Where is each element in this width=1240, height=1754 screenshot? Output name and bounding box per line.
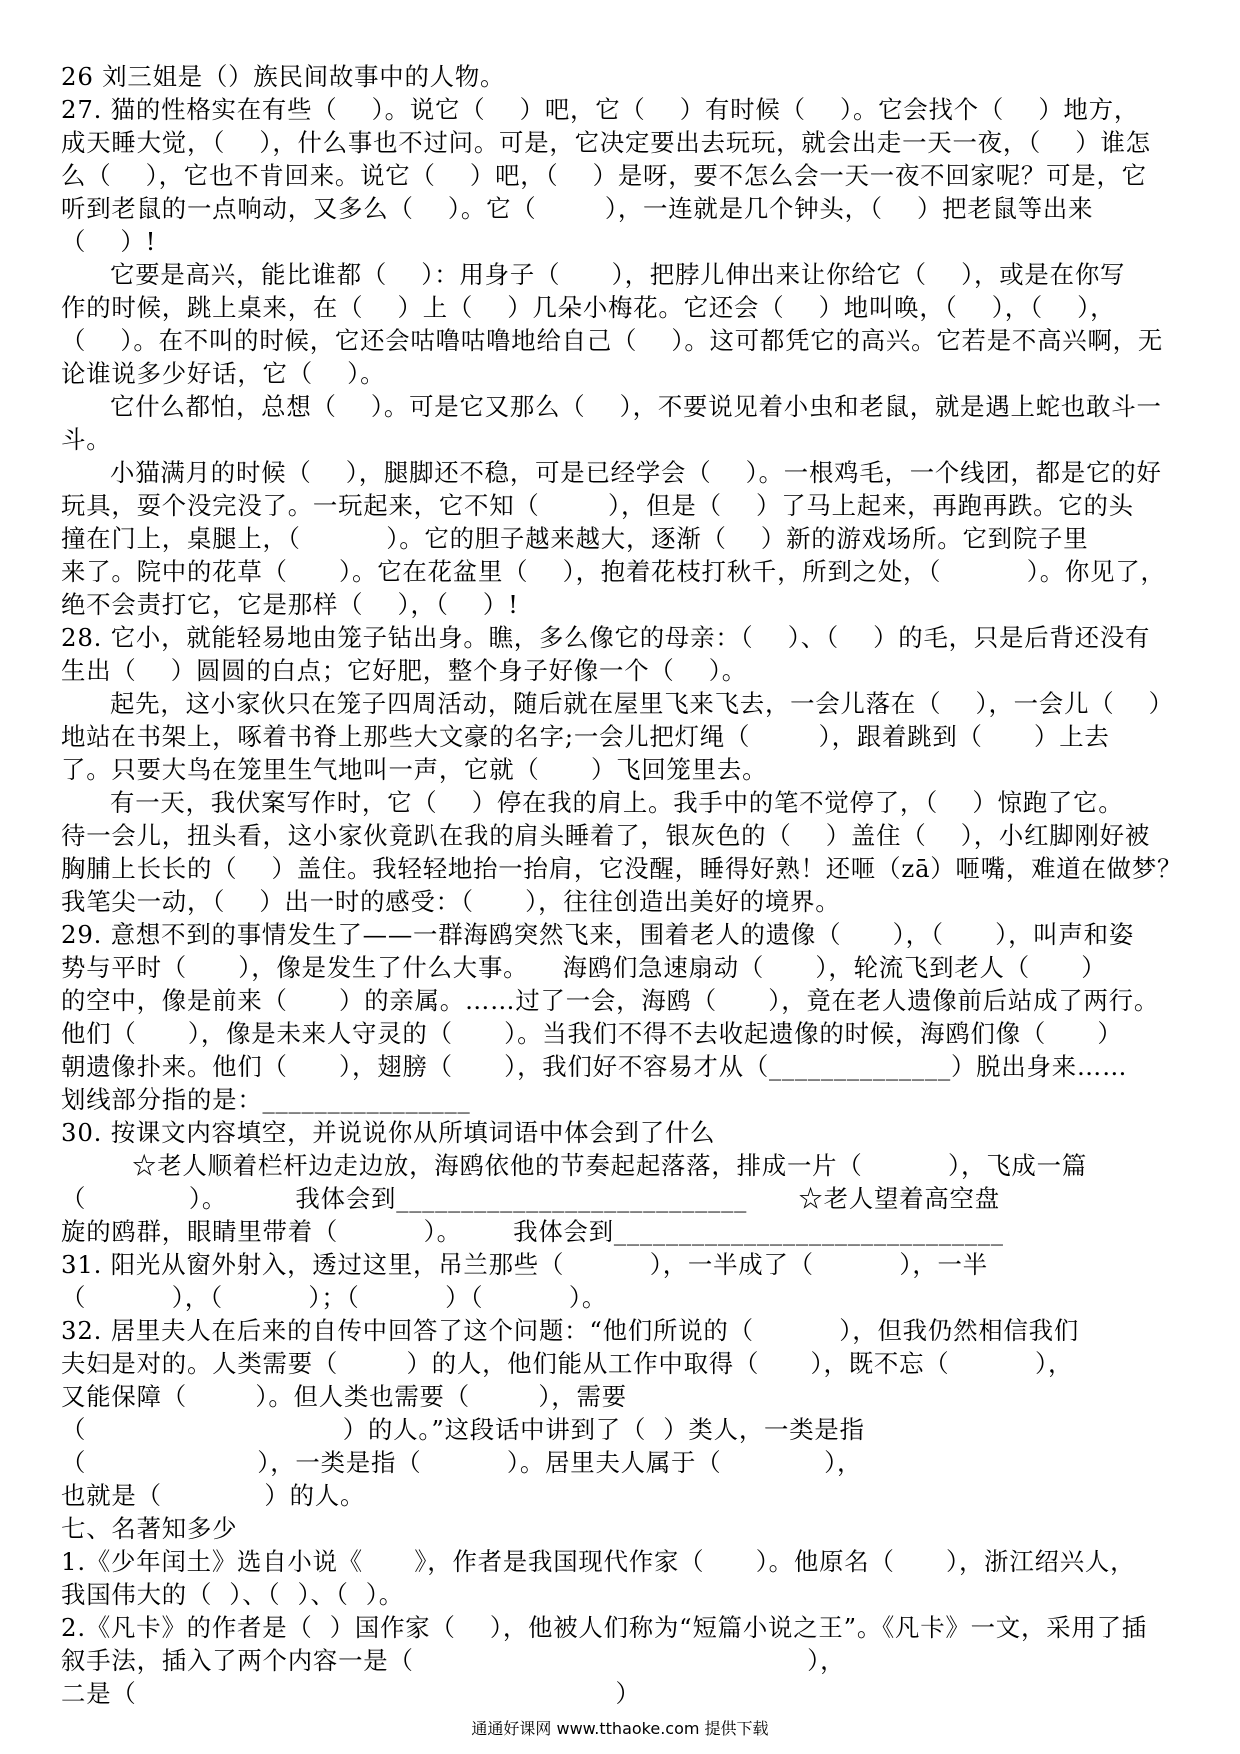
text-line: 2.《凡卡》的作者是（ ）国作家（ ），他被人们称为“短篇小说之王”。《凡卡》一文，采用了插 — [61, 1613, 1147, 1642]
text-line: 31. 阳光从窗外射入，透过这里，吊兰那些（ ），一半成了（ ），一半 — [61, 1250, 988, 1279]
text-line: 成天睡大觉，（ ），什么事也不过问。可是，它决定要出去玩玩，就会出走一天一夜，（ ）谁怎 — [61, 128, 1151, 157]
text-line: 1.《少年闰土》选自小说《 》，作者是我国现代作家（ ）。他原名（ ），浙江绍兴人， — [61, 1547, 1136, 1576]
text-line: 划线部分指的是：________________ — [61, 1085, 471, 1114]
text-line: （ ）! — [61, 227, 157, 256]
text-line: 七、名著知多少 — [61, 1514, 238, 1543]
text-line: 斗。 — [61, 425, 112, 454]
text-line: 生出（ ）圆圆的白点；它好肥，整个身子好像一个（ ）。 — [61, 656, 747, 685]
text-line: （ ），一类是指（ ）。居里夫人属于（ ）， — [61, 1448, 863, 1477]
text-line: 它要是高兴，能比谁都（ ）：用身子（ ），把脖儿伸出来让你给它（ ），或是在你写 — [110, 260, 1126, 289]
text-line: 地站在书架上，啄着书脊上那些大文豪的名字;一会儿把灯绳（ ），跟着跳到（ ）上去 — [61, 722, 1110, 751]
text-line: 有一天，我伏案写作时，它（ ）停在我的肩上。我手中的笔不觉停了，（ ）惊跑了它。 — [110, 788, 1124, 817]
text-line: 二是（ ） — [61, 1679, 641, 1708]
text-line: 我笔尖一动，（ ）出一时的感受：（ ），往往创造出美好的境界。 — [61, 887, 841, 916]
text-line: 他们（ ），像是未来人守灵的（ ）。当我们不得不去收起遗像的时候，海鸥们像（ ） — [61, 1019, 1123, 1048]
text-line: （ ），（ ）；（ ）（ ）。 — [61, 1283, 608, 1312]
text-line: 的空中，像是前来（ ）的亲属。……过了一会，海鸥（ ），竟在老人遗像前后站成了两行。 — [61, 986, 1160, 1015]
text-line: 29. 意想不到的事情发生了——一群海鸥突然飞来，围着老人的遗像（ ），（ ），叫声和姿 — [61, 920, 1135, 949]
text-line: （ ）的人。”这段话中讲到了（ ）类人，一类是指 — [61, 1415, 865, 1444]
text-line: 朝遗像扑来。他们（ ），翅膀（ ），我们好不容易才从（______________）脱出身来…… — [61, 1052, 1128, 1081]
text-line: 待一会儿，扭头看，这小家伙竟趴在我的肩头睡着了，银灰色的（ ）盖住（ ），小红脚刚好被 — [61, 821, 1151, 850]
text-line: 来了。院中的花草（ ）。它在花盆里（ ），抱着花枝打秋千，所到之处，（ ）。你见了， — [61, 557, 1166, 586]
text-line: 26 刘三姐是（）族民间故事中的人物。 — [61, 62, 506, 91]
text-line: 夫妇是对的。人类需要（ ）的人，他们能从工作中取得（ ），既不忘（ ）， — [61, 1349, 1074, 1378]
text-line: 27. 猫的性格实在有些（ ）。说它（ ）吧，它（ ）有时候（ ）。它会找个（ ）地方， — [61, 95, 1140, 124]
text-line: 作的时候，跳上桌来，在（ ）上（ ）几朵小梅花。它还会（ ）地叫唤，（ ），（ ）， — [61, 293, 1116, 322]
text-line: 胸脯上长长的（ ）盖住。我轻轻地抬一抬肩，它没醒，睡得好熟！还咂（zā）咂嘴，难道在做梦？ — [61, 854, 1183, 883]
text-line: 玩具，耍个没完没了。一玩起来，它不知（ ），但是（ ）了马上起来，再跑再跌。它的头 — [61, 491, 1134, 520]
text-line: （ ）。 我体会到___________________________ ☆老人望着高空盘 — [61, 1184, 1000, 1213]
text-line: 32. 居里夫人在后来的自传中回答了这个问题：“他们所说的（ ），但我仍然相信我们 — [61, 1316, 1080, 1345]
text-line: （ ）。在不叫的时候，它还会咕噜咕噜地给自己（ ）。这可都凭它的高兴。它若是不高兴啊，无 — [61, 326, 1164, 355]
footer-watermark: 通通好课网 www.tthaoke.com 提供下载 — [471, 1719, 769, 1738]
text-line: 28. 它小，就能轻易地由笼子钻出身。瞧，多么像它的母亲：（ ）、（ ）的毛，只是后背还没有 — [61, 623, 1151, 652]
text-line: 起先，这小家伙只在笼子四周活动，随后就在屋里飞来飞去，一会儿落在（ ），一会儿（ ） — [110, 689, 1174, 718]
text-line: 又能保障（ ）。但人类也需要（ ），需要 — [61, 1382, 627, 1411]
text-line: ☆老人顺着栏杆边走边放，海鸥依他的节奏起起落落，排成一片（ ），飞成一篇 — [132, 1151, 1088, 1180]
text-line: 旋的鸥群，眼睛里带着（ ）。 我体会到______________________________ — [61, 1217, 1004, 1246]
text-line: 了。只要大鸟在笼里生气地叫一声，它就（ ）飞回笼里去。 — [61, 755, 768, 784]
text-line: 论谁说多少好话，它（ ）。 — [61, 359, 386, 388]
text-line: 么（ ），它也不肯回来。说它（ ）吧，（ ）是呀，要不怎么会一天一夜不回家呢？可是，它 — [61, 161, 1147, 190]
text-line: 听到老鼠的一点响动，又多么（ ）。它（ ），一连就是几个钟头，（ ）把老鼠等出来 — [61, 194, 1094, 223]
text-line: 势与平时（ ），像是发生了什么大事。 海鸥们急速扇动（ ），轮流飞到老人（ ） — [61, 953, 1107, 982]
text-line: 也就是（ ）的人。 — [61, 1481, 366, 1510]
text-line: 绝不会责打它，它是那样（ ），（ ）! — [61, 590, 519, 619]
text-line: 撞在门上，桌腿上，（ ）。它的胆子越来越大，逐渐（ ）新的游戏场所。它到院子里 — [61, 524, 1089, 553]
text-line: 叙手法，插入了两个内容一是（ ）， — [61, 1646, 846, 1675]
text-line: 我国伟大的（ ）、（ ）、（ ）。 — [61, 1580, 404, 1609]
text-line: 30. 按课文内容填空，并说说你从所填词语中体会到了什么 — [61, 1118, 716, 1147]
text-line: 小猫满月的时候（ ），腿脚还不稳，可是已经学会（ ）。一根鸡毛，一个线团，都是它的好 — [110, 458, 1162, 487]
text-line: 它什么都怕，总想（ ）。可是它又那么（ ），不要说见着小虫和老鼠，就是遇上蛇也敢斗一 — [110, 392, 1162, 421]
